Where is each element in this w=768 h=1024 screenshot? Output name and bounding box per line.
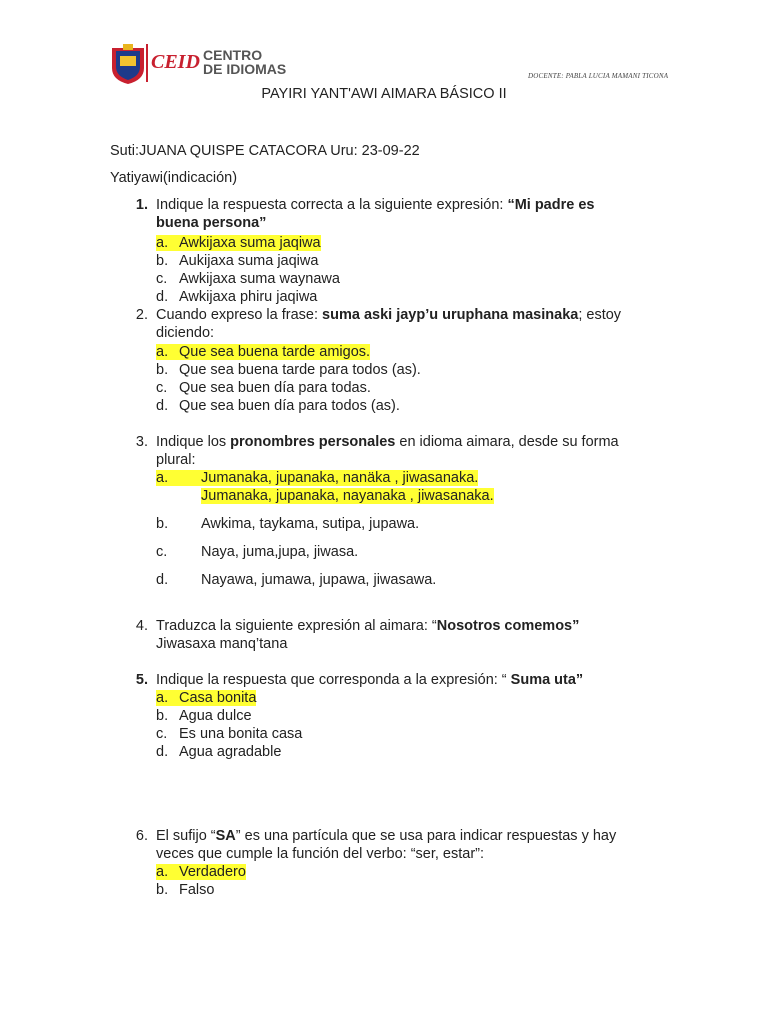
q4-answer: Jiwasaxa manq’tana <box>156 636 288 652</box>
document-title: PAYIRI YANT'AWI AIMARA BÁSICO II <box>261 86 507 102</box>
q5-number: 5. <box>135 672 148 688</box>
q2-option-c: c. Que sea buen día para todas. <box>156 380 371 396</box>
q6-option-b: b. Falso <box>156 882 215 898</box>
q2-text: Cuando expreso la frase: suma aski jayp’u uruphana masinaka; estoy <box>156 307 622 323</box>
q3-text: Indique los pronombres personales en idioma aimara, desde su forma <box>156 434 619 450</box>
student-line: Suti:JUANA QUISPE CATACORA Uru: 23-09-22 <box>110 143 420 159</box>
q6-text-cont: veces que cumple la función del verbo: “ser, estar”: <box>156 846 485 862</box>
q1-option-a: a. Awkijaxa suma jaqiwa <box>156 235 321 251</box>
q2-option-b: b. Que sea buena tarde para todos (as). <box>156 362 421 378</box>
q2-option-d: d. Que sea buen día para todos (as). <box>156 398 400 414</box>
q1-text-cont: buena persona” <box>156 215 267 231</box>
q3-option-d: d. Nayawa, jumawa, jupawa, jiwasawa. <box>156 572 437 588</box>
q6-number: 6. <box>135 828 148 844</box>
q3-option-c: c. Naya, juma,jupa, jiwasa. <box>156 544 359 560</box>
instruction-line: Yatiyawi(indicación) <box>110 170 238 186</box>
q2-text-cont: diciendo: <box>156 325 215 341</box>
q4-text: Traduzca la siguiente expresión al aimara: “Nosotros comemos” <box>156 618 580 634</box>
q5-option-c: c. Es una bonita casa <box>156 726 303 742</box>
svg-text:CEID: CEID <box>151 51 200 73</box>
q6-option-a: a. Verdadero <box>156 864 246 880</box>
q3-number: 3. <box>135 434 148 450</box>
q6-text: El sufijo “SA” es una partícula que se usa para indicar respuestas y hay <box>156 828 617 844</box>
teacher-name: DOCENTE: PABLA LUCIA MAMANI TICONA <box>528 72 669 80</box>
q3-option-a: a. Jumanaka, jupanaka, nanäka , jiwasanaka. <box>156 470 479 486</box>
q3-option-a-line2: Jumanaka, jupanaka, nayanaka , jiwasanaka. <box>201 488 494 504</box>
q1-option-b: b. Aukijaxa suma jaqiwa <box>156 253 319 269</box>
q1-number: 1. <box>135 197 148 213</box>
q5-option-d: d. Agua agradable <box>156 744 282 760</box>
q1-option-d: d. Awkijaxa phiru jaqiwa <box>156 289 318 305</box>
q1-text: Indique la respuesta correcta a la siguiente expresión: “Mi padre es <box>156 197 595 213</box>
logo-text-1: CENTRO <box>203 47 263 63</box>
q5-text: Indique la respuesta que corresponda a la expresión: “ Suma uta” <box>156 672 584 688</box>
q1-option-c: c. Awkijaxa suma waynawa <box>156 271 340 287</box>
q2-option-a: a. Que sea buena tarde amigos. <box>156 344 371 360</box>
q5-option-a: a. Casa bonita <box>156 690 257 706</box>
logo-text-2: DE IDIOMAS <box>203 61 287 77</box>
q3-option-b: b. Awkima, taykama, sutipa, jupawa. <box>156 516 420 532</box>
q2-number: 2. <box>135 307 148 323</box>
q3-text-cont: plural: <box>156 452 196 468</box>
q4-number: 4. <box>135 618 148 634</box>
institution-logo <box>108 40 298 84</box>
q5-option-b: b. Agua dulce <box>156 708 252 724</box>
